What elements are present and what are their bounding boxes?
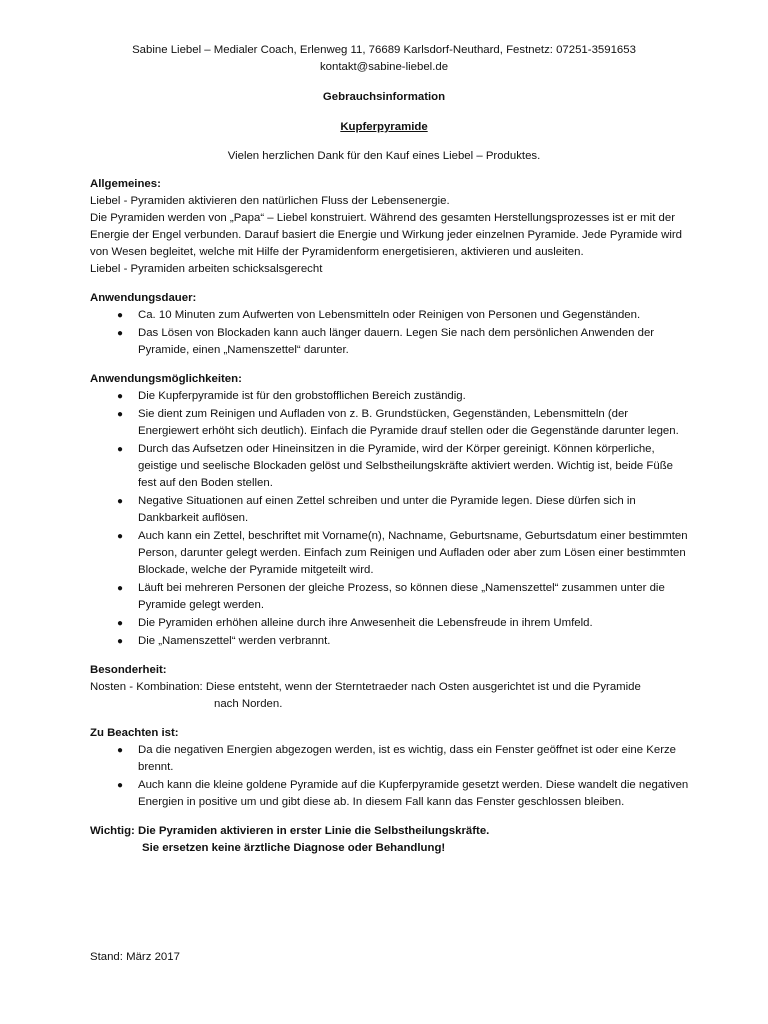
bullet-icon: ● (116, 531, 124, 542)
bullet-icon: ● (116, 444, 124, 455)
list-item (90, 325, 690, 359)
section-title-anwendungsmoeglichkeiten: Anwendungsmöglichkeiten: (90, 373, 242, 385)
important-note (90, 823, 690, 857)
important-note-line: Sie ersetzen keine ärztliche Diagnose oder Behandlung! (142, 842, 446, 854)
bullet-icon: ● (116, 636, 124, 647)
bullet-icon: ● (116, 409, 124, 420)
bullet-list (90, 742, 690, 811)
letterhead-email: kontakt@sabine-liebel.de (319, 61, 449, 73)
bullet-list (90, 307, 690, 359)
list-item (90, 528, 690, 579)
section-anwendungsmoeglichkeiten (90, 371, 690, 650)
section-title-allgemeines: Allgemeines: (90, 178, 161, 190)
list-item (90, 493, 690, 527)
list-item (90, 633, 690, 650)
list-item-text: Die Kupferpyramide ist für den grobstofflichen Bereich zuständig. (138, 390, 466, 402)
paragraph: Nosten - Kombination: Diese entsteht, wenn der Sterntetraeder nach Osten ausgerichtet ist und die Pyramide (90, 681, 641, 693)
bullet-icon: ● (116, 745, 124, 756)
section-title-anwendungsdauer: Anwendungsdauer: (90, 292, 197, 304)
thank-you-line: Vielen herzlichen Dank für den Kauf eines Liebel – Produktes. (227, 150, 541, 162)
bullet-icon: ● (116, 583, 124, 594)
list-item-text: Das Lösen von Blockaden kann auch länger dauern. Legen Sie nach dem persönlichen Anwenden der Pyramide, einen „Namenszettel“ darunter. (138, 327, 655, 356)
bullet-icon: ● (116, 310, 124, 321)
letterhead (0, 42, 768, 76)
document-body (90, 176, 690, 857)
list-item (90, 406, 690, 440)
bullet-icon: ● (116, 618, 124, 629)
section-title-zu-beachten: Zu Beachten ist: (90, 727, 179, 739)
list-item (90, 441, 690, 492)
bullet-icon: ● (116, 328, 124, 339)
list-item-text: Die Pyramiden erhöhen alleine durch ihre Anwesenheit die Lebensfreude in ihrem Umfeld. (138, 617, 593, 629)
list-item-text: Auch kann die kleine goldene Pyramide auf die Kupferpyramide gesetzt werden. Diese wandelt die negativen Energien in positive um und gibt diese ab. In diesem Fall kann das Fenster geschlossen bleiben. (138, 779, 689, 808)
section-besonderheit (90, 662, 690, 713)
bullet-icon: ● (116, 391, 124, 402)
list-item-text: Da die negativen Energien abgezogen werden, ist es wichtig, dass ein Fenster geöffnet ist oder eine Kerze brennt. (138, 744, 677, 773)
list-item (90, 615, 690, 632)
list-item-text: Ca. 10 Minuten zum Aufwerten von Lebensmitteln oder Reinigen von Personen und Gegenständen. (138, 309, 641, 321)
list-item-text: Durch das Aufsetzen oder Hineinsitzen in die Pyramide, wird der Körper gereinigt. Können körperliche, geistige und seelische Blockaden gelöst und Selbstheilungskräfte aktiviert werden. Wichtig ist, beide Füße fest auf den Boden stellen. (138, 443, 674, 489)
list-item (90, 777, 690, 811)
letterhead-address: Sabine Liebel – Medialer Coach, Erlenweg 11, 76689 Karlsdorf-Neuthard, Festnetz: 07251-3591653 (132, 44, 636, 56)
list-item (90, 388, 690, 405)
list-item (90, 580, 690, 614)
list-item-text: Läuft bei mehreren Personen der gleiche Prozess, so können diese „Namenszettel“ zusammen unter die Pyramide gelegt werden. (138, 582, 665, 611)
paragraph: Liebel - Pyramiden aktivieren den natürlichen Fluss der Lebensenergie. (90, 195, 450, 207)
list-item-text: Auch kann ein Zettel, beschriftet mit Vorname(n), Nachname, Geburtsname, Geburtsdatum einer bestimmten Person, darunter gelegt werden. Einfach zum Reinigen und Aufladen oder aber zum Lösen einer bestimmten Blockade, welche der Pyramide mitgeteilt wird. (138, 530, 688, 576)
bullet-icon: ● (116, 780, 124, 791)
bullet-icon: ● (116, 496, 124, 507)
list-item (90, 742, 690, 776)
paragraph-continuation: nach Norden. (214, 698, 283, 710)
section-anwendungsdauer (90, 290, 690, 359)
section-allgemeines (90, 176, 690, 278)
section-title-besonderheit: Besonderheit: (90, 664, 167, 676)
list-item-text: Sie dient zum Reinigen und Aufladen von z. B. Grundstücken, Gegenständen, Lebensmitteln (der Energiewert erhöht sich deutlich). Einfach die Pyramide drauf stellen oder die Gegenstände darunter legen. (138, 408, 679, 437)
list-item-text: Die „Namenszettel“ werden verbrannt. (138, 635, 331, 647)
bullet-list (90, 388, 690, 650)
section-zu-beachten (90, 725, 690, 811)
document-type-heading: Gebrauchsinformation (322, 91, 446, 103)
important-note-line: Wichtig: Die Pyramiden aktivieren in erster Linie die Selbstheilungskräfte. (90, 825, 490, 837)
product-title: Kupferpyramide (340, 121, 428, 133)
list-item-text: Negative Situationen auf einen Zettel schreiben und unter die Pyramide legen. Diese dürfen sich in Dankbarkeit auflösen. (138, 495, 636, 524)
paragraph: Die Pyramiden werden von „Papa“ – Liebel konstruiert. Während des gesamten Herstellungsprozesses ist er mit der Energie der Engel verbunden. Darauf basiert die Energie und Wirkung jeder einzelnen Pyramide. Jede Pyramide wird von Wesen begleitet, welche mit Hilfe der Pyramidenform energetisieren, aktivieren und ausleiten. (90, 212, 683, 258)
paragraph: Liebel - Pyramiden arbeiten schicksalsgerecht (90, 263, 323, 275)
list-item (90, 307, 690, 324)
revision-date: Stand: März 2017 (90, 951, 180, 963)
